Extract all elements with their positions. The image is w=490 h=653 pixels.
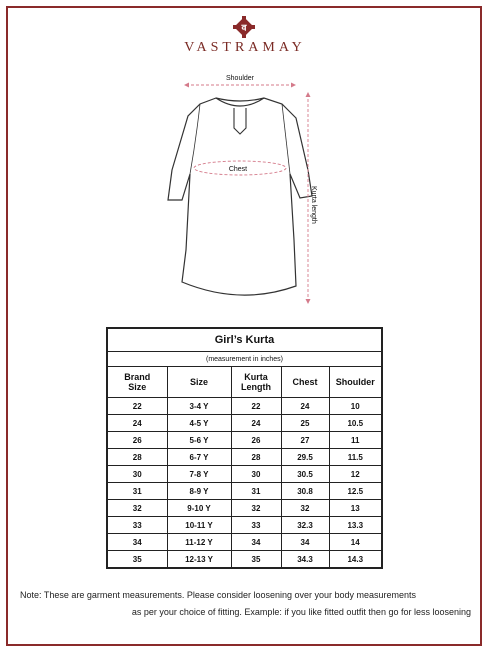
column-header: Size bbox=[167, 367, 231, 398]
table-cell: 24 bbox=[107, 415, 167, 432]
table-cell: 24 bbox=[281, 398, 329, 415]
column-header: Brand Size bbox=[107, 367, 167, 398]
table-cell: 24 bbox=[231, 415, 281, 432]
table-cell: 12 bbox=[329, 466, 382, 483]
table-row bbox=[107, 517, 382, 534]
table-cell: 29.5 bbox=[281, 449, 329, 466]
table-cell: 6-7 Y bbox=[167, 449, 231, 466]
table-cell: 26 bbox=[107, 432, 167, 449]
table-cell: 12.5 bbox=[329, 483, 382, 500]
table-row bbox=[107, 432, 382, 449]
column-header: Kurta Length bbox=[231, 367, 281, 398]
table-cell: 4-5 Y bbox=[167, 415, 231, 432]
table-cell: 32 bbox=[107, 500, 167, 517]
kurta-diagram bbox=[160, 70, 340, 320]
kurta-outline bbox=[168, 98, 312, 295]
table-cell: 13 bbox=[329, 500, 382, 517]
table-row bbox=[107, 534, 382, 551]
table-cell: 28 bbox=[231, 449, 281, 466]
table-cell: 32 bbox=[231, 500, 281, 517]
table-cell: 10 bbox=[329, 398, 382, 415]
table-cell: 30 bbox=[107, 466, 167, 483]
garment-note bbox=[20, 587, 474, 621]
table-row bbox=[107, 466, 382, 483]
table-subtitle: (measurement in inches) bbox=[107, 352, 382, 367]
table-cell: 11.5 bbox=[329, 449, 382, 466]
column-header: Chest bbox=[281, 367, 329, 398]
svg-text:व: व bbox=[241, 22, 247, 33]
table-cell: 22 bbox=[231, 398, 281, 415]
table-cell: 14 bbox=[329, 534, 382, 551]
table-row bbox=[107, 415, 382, 432]
table-row bbox=[107, 483, 382, 500]
table-cell: 30.8 bbox=[281, 483, 329, 500]
table-cell: 7-8 Y bbox=[167, 466, 231, 483]
table-cell: 34 bbox=[231, 534, 281, 551]
table-cell: 5-6 Y bbox=[167, 432, 231, 449]
table-cell: 13.3 bbox=[329, 517, 382, 534]
table-cell: 11-12 Y bbox=[167, 534, 231, 551]
table-cell: 25 bbox=[281, 415, 329, 432]
table-cell: 30.5 bbox=[281, 466, 329, 483]
brand-name: VASTRAMAY bbox=[184, 40, 306, 55]
table-cell: 10-11 Y bbox=[167, 517, 231, 534]
table-cell: 34 bbox=[107, 534, 167, 551]
table-row bbox=[107, 500, 382, 517]
table-cell: 35 bbox=[231, 551, 281, 569]
note-line-2: as per your choice of fitting. Example: if you like fitted outfit then go for less loosening bbox=[131, 607, 471, 617]
table-cell: 3-4 Y bbox=[167, 398, 231, 415]
table-cell: 28 bbox=[107, 449, 167, 466]
table-cell: 12-13 Y bbox=[167, 551, 231, 569]
table-cell: 8-9 Y bbox=[167, 483, 231, 500]
chest-label: Chest bbox=[228, 166, 248, 173]
table-row bbox=[107, 551, 382, 569]
table-row bbox=[107, 398, 382, 415]
table-cell: 14.3 bbox=[329, 551, 382, 569]
table-cell: 35 bbox=[107, 551, 167, 569]
table-cell: 34 bbox=[281, 534, 329, 551]
table-cell: 9-10 Y bbox=[167, 500, 231, 517]
table-cell: 11 bbox=[329, 432, 382, 449]
table-cell: 22 bbox=[107, 398, 167, 415]
table-cell: 33 bbox=[107, 517, 167, 534]
table-cell: 31 bbox=[107, 483, 167, 500]
column-header: Shoulder bbox=[329, 367, 382, 398]
table-cell: 32 bbox=[281, 500, 329, 517]
table-cell: 34.3 bbox=[281, 551, 329, 569]
brand-logo-icon bbox=[233, 16, 255, 38]
table-cell: 31 bbox=[231, 483, 281, 500]
table-cell: 27 bbox=[281, 432, 329, 449]
table-title: Girl’s Kurta bbox=[107, 328, 382, 352]
table-cell: 33 bbox=[231, 517, 281, 534]
table-cell: 30 bbox=[231, 466, 281, 483]
table-cell: 10.5 bbox=[329, 415, 382, 432]
note-line-1: Note: These are garment measurements. Please consider loosening over your body measurements bbox=[20, 590, 417, 600]
size-chart-table bbox=[106, 327, 383, 569]
length-label: Kurta length bbox=[310, 186, 317, 224]
table-cell: 32.3 bbox=[281, 517, 329, 534]
table-cell: 26 bbox=[231, 432, 281, 449]
shoulder-label: Shoulder bbox=[225, 75, 255, 82]
table-row bbox=[107, 449, 382, 466]
